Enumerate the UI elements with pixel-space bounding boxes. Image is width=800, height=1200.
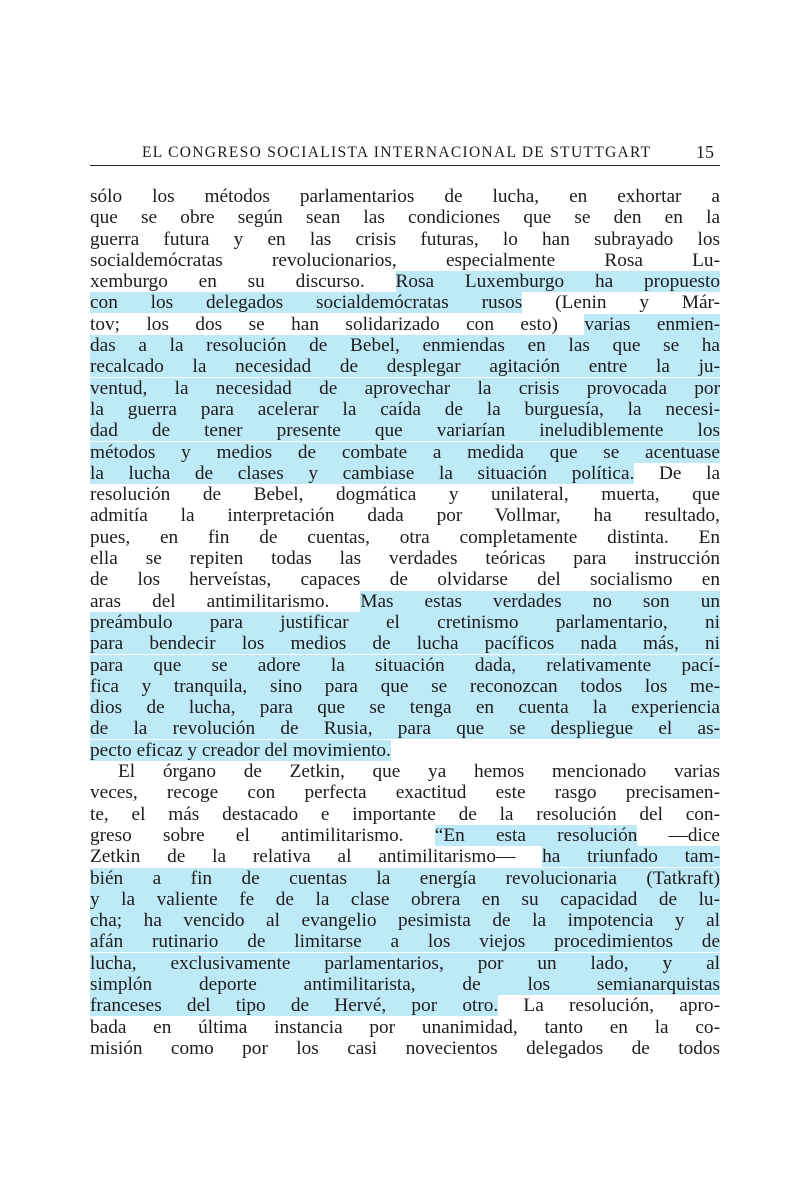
text-line xyxy=(90,974,720,995)
highlight: ventud, la necesidad de aprovechar la crisis provocada por xyxy=(90,377,720,399)
highlight: recalcado la necesidad de desplegar agitación entre la ju- xyxy=(90,356,720,378)
text-line: de los herveístas, capaces de olvidarse del socialismo en xyxy=(90,569,720,591)
text-line: resolución de Bebel, dogmática y unilateral, muerta, que xyxy=(90,484,720,506)
text-line xyxy=(90,420,720,441)
text-line xyxy=(90,868,720,889)
text-line: veces, recoge con perfecta exactitud este rasgo precisamen- xyxy=(90,782,720,804)
highlight: con los delegados socialdemócratas rusos xyxy=(90,292,523,314)
highlight: métodos y medios de combate a medida que se acentuase xyxy=(90,441,720,463)
text-line xyxy=(90,356,720,377)
text-line xyxy=(90,697,720,718)
highlight: ha triunfado tam- xyxy=(542,846,720,868)
header-rule xyxy=(90,165,720,166)
highlight: “En esta resolución xyxy=(434,824,638,846)
text-line: te, el más destacado e importante de la resolución del con- xyxy=(90,803,720,825)
text-line: aras del antimilitarismo. Mas estas verdades no son un xyxy=(90,590,720,612)
highlight: para bendecir los medios de lucha pacíficos nada más, ni xyxy=(90,633,720,655)
text-line xyxy=(90,910,720,931)
highlight: varias enmien- xyxy=(584,313,721,335)
text-line: El órgano de Zetkin, que ya hemos mencionado varias xyxy=(118,761,720,783)
text-line xyxy=(90,740,720,761)
text-line xyxy=(90,399,720,420)
highlight: dad de tener presente que variarían ineludiblemente los xyxy=(90,420,720,442)
highlight: das a la resolución de Bebel, enmiendas en las que se ha xyxy=(90,335,720,357)
page-number: 15 xyxy=(696,142,714,162)
highlight: simplón deporte antimilitarista, de los semianarquistas xyxy=(90,973,720,995)
text-line: franceses del tipo de Hervé, por otro. La resolución, apro- xyxy=(90,995,720,1017)
text-line: la lucha de clases y cambiase la situación política. De la xyxy=(90,462,721,484)
text-line: tov; los dos se han solidarizado con esto) varias enmien- xyxy=(90,313,721,335)
highlight: pecto eficaz y creador del movimiento. xyxy=(90,739,391,761)
text-line xyxy=(90,633,720,654)
text-line xyxy=(90,442,720,463)
text-line xyxy=(90,889,720,910)
text-line xyxy=(90,612,720,633)
text-line: que se obre según sean las condiciones que se den en la xyxy=(90,207,720,229)
highlight: Rosa Luxemburgo ha propuesto xyxy=(395,271,721,293)
highlight: franceses del tipo de Hervé, por otro. xyxy=(90,995,499,1017)
text-line: bada en última instancia por unanimidad, tanto en la co- xyxy=(90,1016,720,1038)
highlight: Mas estas verdades no son un xyxy=(360,590,720,612)
highlight: cha; ha vencido al evangelio pesimista de la impotencia y al xyxy=(90,910,720,932)
text-line xyxy=(90,718,720,739)
text-line: xemburgo en su discurso. Rosa Luxemburgo ha propuesto xyxy=(90,271,721,293)
running-header-title: EL CONGRESO SOCIALISTA INTERNACIONAL DE STUTTGART xyxy=(142,144,652,161)
highlight: y la valiente fe de la clase obrera en su capacidad de lu- xyxy=(90,888,720,910)
text-line xyxy=(90,676,720,697)
text-line: Zetkin de la relativa al antimilitarismo— ha triunfado tam- xyxy=(90,846,720,868)
body-text xyxy=(90,186,720,1059)
text-line: socialdemócratas revolucionarios, especialmente Rosa Lu- xyxy=(90,249,720,271)
running-header xyxy=(90,140,720,166)
highlight: bién a fin de cuentas la energía revolucionaria (Tatkraft) xyxy=(90,867,720,889)
text-line: pues, en fin de cuentas, otra completamente distinta. En xyxy=(90,526,720,548)
text-line: guerra futura y en las crisis futuras, lo han subrayado los xyxy=(90,228,720,250)
highlight: dios de lucha, para que se tenga en cuenta la experiencia xyxy=(90,697,720,719)
text-line xyxy=(90,335,720,356)
text-line: admitía la interpretación dada por Vollmar, ha resultado, xyxy=(90,505,720,527)
text-line: con los delegados socialdemócratas rusos (Lenin y Már- xyxy=(90,292,720,314)
text-line: misión como por los casi novecientos delegados de todos xyxy=(90,1037,720,1059)
text-line: greso sobre el antimilitarismo. “En esta resolución —dice xyxy=(90,824,720,846)
text-line xyxy=(90,953,720,974)
highlight: de la revolución de Rusia, para que se despliegue el as- xyxy=(90,718,720,740)
text-line xyxy=(90,378,720,399)
text-line: sólo los métodos parlamentarios de lucha, en exhortar a xyxy=(90,186,720,207)
text-line xyxy=(90,655,720,676)
highlight: para que se adore la situación dada, relativamente pací- xyxy=(90,654,720,676)
text-line xyxy=(90,931,720,952)
highlight: fica y tranquila, sino para que se reconozcan todos los me- xyxy=(90,675,720,697)
highlight: preámbulo para justificar el cretinismo parlamentario, ni xyxy=(90,611,720,633)
text-line: ella se repiten todas las verdades teóricas para instrucción xyxy=(90,548,720,570)
highlight: la lucha de clases y cambiase la situación política. xyxy=(90,462,635,484)
highlight: afán rutinario de limitarse a los viejos procedimientos de xyxy=(90,931,720,953)
highlight: lucha, exclusivamente parlamentarios, por un lado, y al xyxy=(90,952,720,974)
highlight: la guerra para acelerar la caída de la burguesía, la necesi- xyxy=(90,398,720,420)
